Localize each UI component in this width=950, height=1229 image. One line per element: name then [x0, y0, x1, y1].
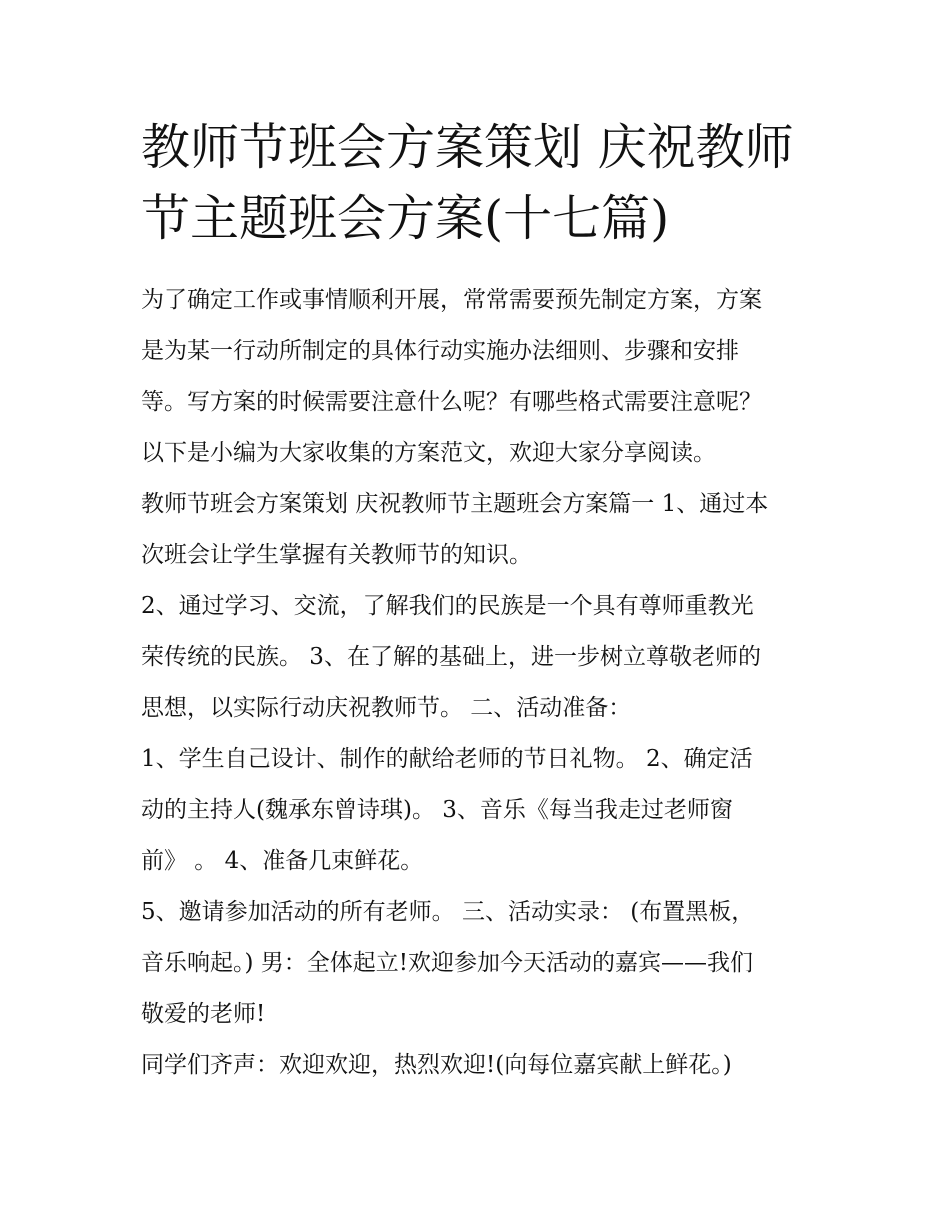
paragraph-section-one: [141, 479, 821, 581]
title-line: 节主题班会方案(十七篇): [141, 190, 670, 247]
title-line: 教师节班会方案策划 庆祝教师: [141, 119, 794, 176]
paragraph-intro: [141, 275, 821, 479]
paragraph-activity-record: [141, 887, 821, 1040]
text-line: 思想，以实际行动庆祝教师节。 二、活动准备：: [141, 695, 632, 721]
text-line: 教师节班会方案策划 庆祝教师节主题班会方案篇一 1、通过本: [141, 491, 769, 517]
paragraph-preparation: [141, 734, 821, 887]
text-line: 敬爱的老师!: [141, 1001, 266, 1027]
paragraph-goals: [141, 581, 821, 734]
text-line: 荣传统的民族。 3、在了解的基础上，进一步树立尊敬老师的: [141, 644, 761, 670]
text-line: 同学们齐声：欢迎欢迎，热烈欢迎!(向每位嘉宾献上鲜花。): [141, 1052, 732, 1078]
document-title: [141, 112, 821, 254]
text-line: 次班会让学生掌握有关教师节的知识。: [141, 542, 532, 568]
text-line: 是为某一行动所制定的具体行动实施办法细则、步骤和安排: [141, 338, 739, 364]
text-line: 2、通过学习、交流，了解我们的民族是一个具有尊师重教光: [141, 593, 754, 619]
paragraph-welcome: [141, 1040, 821, 1091]
text-line: 以下是小编为大家收集的方案范文，欢迎大家分享阅读。: [141, 440, 716, 466]
text-line: 动的主持人(魏承东曾诗琪)。 3、音乐《每当我走过老师窗: [141, 797, 733, 823]
text-line: 5、邀请参加活动的所有老师。 三、活动实录： (布置黑板，: [141, 899, 755, 925]
document-body: [141, 275, 821, 1091]
text-line: 等。写方案的时候需要注意什么呢？有哪些格式需要注意呢？: [141, 389, 762, 415]
document-content: [141, 112, 821, 1091]
text-line: 1、学生自己设计、制作的献给老师的节日礼物。 2、确定活: [141, 746, 753, 772]
text-line: 前》 。 4、准备几束鲜花。: [141, 848, 424, 874]
text-line: 音乐响起。) 男：全体起立!欢迎参加今天活动的嘉宾——我们: [141, 950, 754, 976]
text-line: 为了确定工作或事情顺利开展，常常需要预先制定方案，方案: [141, 287, 762, 313]
